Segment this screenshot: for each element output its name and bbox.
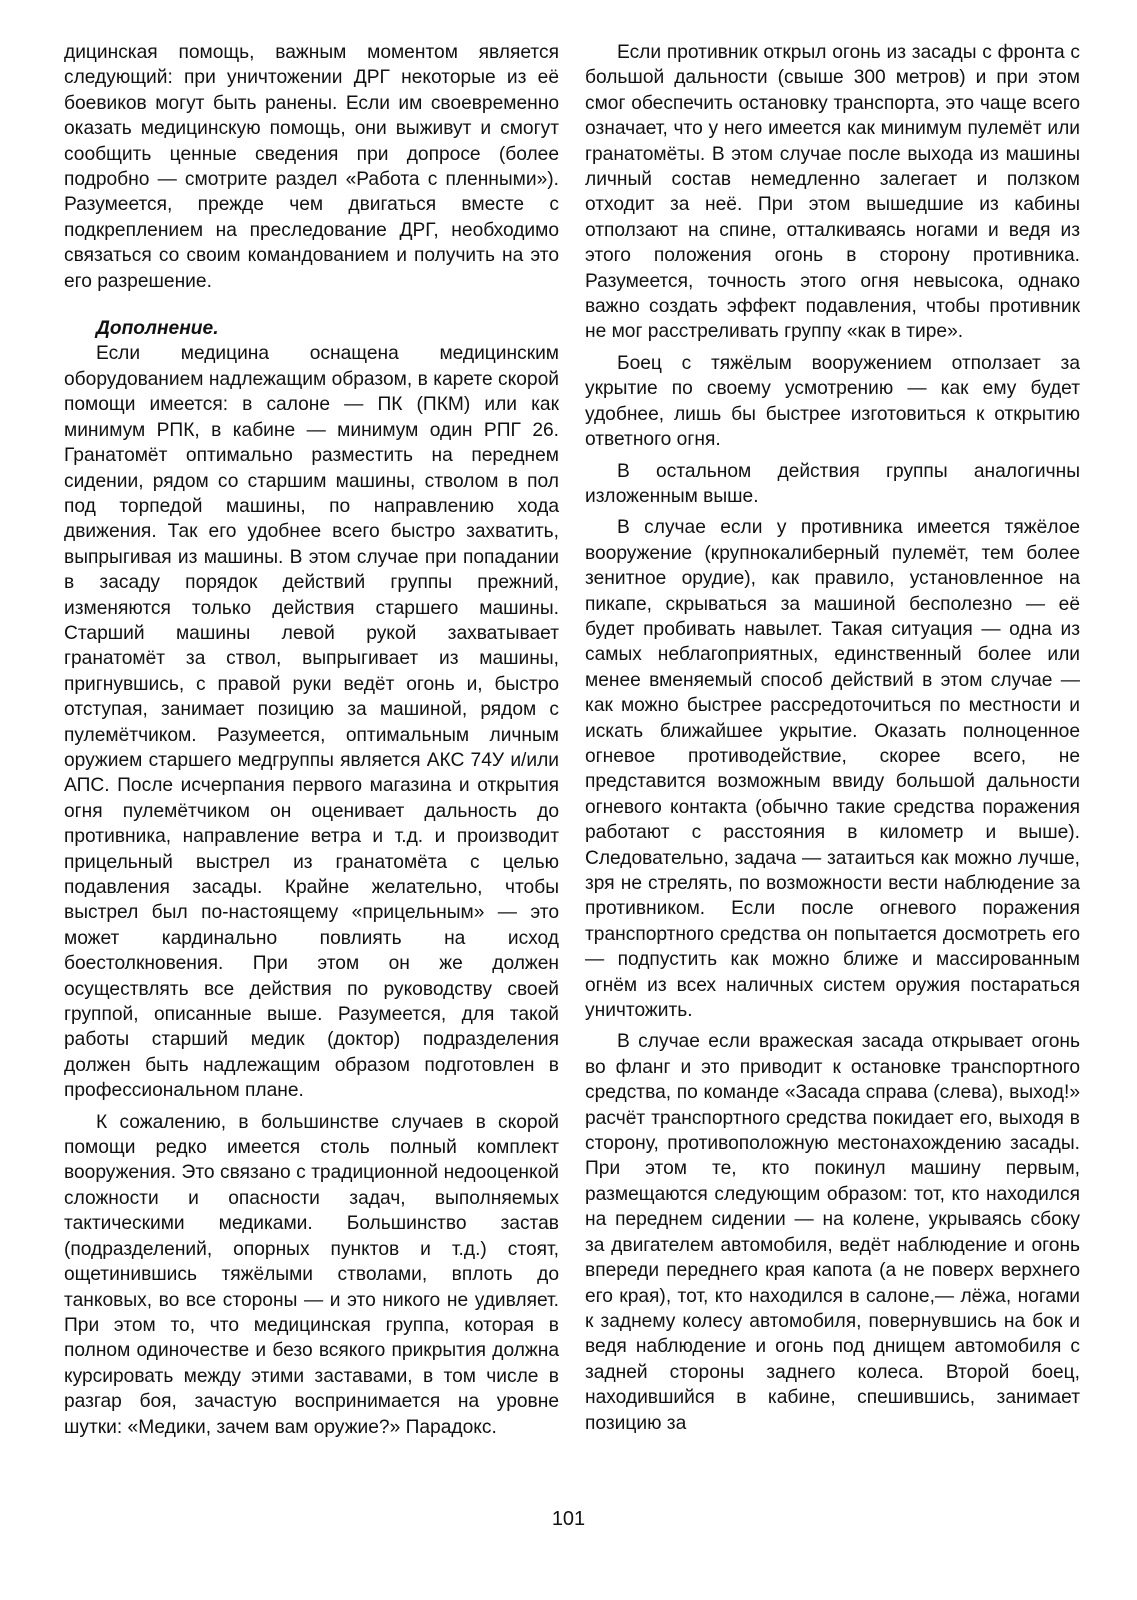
paragraph: дицинская помощь, важным моментом является следующий: при уничтожении ДРГ некоторые из её боевиков могут быть ранены. Если им своевременно оказать медицинскую помощь, они выживут и смогут сообщить ценные сведения при допросе (более подробно — смотрите раздел «Работа с пленными»). Разумеется, прежде чем двигаться вместе с подкреплением на преследование ДРГ, необходимо связаться со своим командованием и получить на это его разрешение. (64, 42, 559, 292)
paragraph: В случае если вражеская засада открывает огонь во фланг и это приводит к остановке транспортного средства, по команде «Засада справа (слева), выход!» расчёт транспортного средства покидает его, выходя в сторону, противоположную местонахождению засады. При этом те, кто покинул машину первым, размещаются следующим образом: тот, кто находился на переднем сидении — на колене, укрываясь сбоку за двигателем автомобиля, ведёт наблюдение и огонь впереди переднего края капота (а не поверх верхнего его края), тот, кто находился в салоне,— лёжа, ногами к заднему колесу автомобиля, повернувшись на бок и ведя наблюдение и огонь под днищем автомобиля с задней стороны заднего колеса. Второй боец, находившийся в кабине, спешившись, занимает позицию за (585, 1031, 1080, 1434)
section-heading: Дополнение. (96, 318, 219, 340)
paragraph: Боец с тяжёлым вооружением отползает за укрытие по своему усмотрению — как ему будет удобнее, лишь бы быстрее изготовиться к открытию ответного огня. (585, 352, 1080, 451)
paragraph: К сожалению, в большинстве случаев в скорой помощи редко имеется столь полный комплект вооружения. Это связано с традиционной недооценкой сложности и опасности задач, выполняемых тактическими медиками. Большинство застав (подразделений, опорных пунктов и т.д.) стоят, ощетинившись тяжёлыми стволами, вплоть до танковых, во все стороны — и это никого не удивляет. При этом то, что медицинская группа, которая в полном одиночестве и безо всякого прикрытия должна курсировать между этими заставами, в том числе в разгар боя, зачастую воспринимается на уровне шутки: «Медики, зачем вам оружие?» Парадокс. (64, 1111, 559, 1438)
left-column (64, 40, 559, 1446)
paragraph: В случае если у противника имеется тяжёлое вооружение (крупнокалиберный пулемёт, тем более зенитное орудие), как правило, установленное на пикапе, скрываться за машиной бесполезно — её будет пробивать навылет. Такая ситуация — одна из самых неблагоприятных, единственный более или менее вменяемый способ действий в этом случае — как можно быстрее рассредоточиться по местности и искать ближайшее укрытие. Оказать полноценное огневое противодействие, скорее всего, не представится возможным ввиду большой дальности огневого контакта (обычно такие средства поражения работают с расстояния в километр и выше). Следовательно, задача — затаиться как можно лучше, зря не стрелять, по возможности вести наблюдение за противником. Если после огневого поражения транспортного средства он попытается досмотреть его — подпустить как можно ближе и массированным огнём из всех наличных систем оружия постараться уничтожить. (585, 517, 1080, 1022)
paragraph: В остальном действия группы аналогичны изложенным выше. (585, 460, 1080, 507)
right-column (585, 40, 1080, 1442)
paragraph: Если медицина оснащена медицинским оборудованием надлежащим образом, в карете скорой помощи имеется: в салоне — ПК (ПКМ) или как минимум РПК, в кабине — минимум один РПГ 26. Гранатомёт оптимально разместить на переднем сидении, рядом со старшим машины, стволом в пол под торпедой машины, по направлению хода движения. Так его удобнее всего быстро захватить, выпрыгивая из машины. В этом случае при попадании в засаду порядок действий группы прежний, изменяются только действия старшего машины. Старший машины левой рукой захватывает гранатомёт за ствол, выпрыгивает из машины, пригнувшись, с правой руки ведёт огонь и, быстро отступая, занимает позицию за машиной, рядом с пулемётчиком. Разумеется, оптимальным личным оружием старшего медгруппы является АКС 74У и/или АПС. После исчерпания первого магазина и открытия огня пулемётчиком он оценивает дальность до противника, направление ветра и т.д. и производит прицельный выстрел из гранатомёта с целью подавления засады. Крайне желательно, чтобы выстрел был по-настоящему «прицельным» — это может кардинально повлиять на исход боестолкновения. При этом он же должен осуществлять все действия по руководству своей группой, описанные выше. Разумеется, для такой работы старший медик (доктор) подразделения должен быть надлежащим образом подготовлен в профессиональном плане. (64, 343, 559, 1102)
paragraph: Если противник открыл огонь из засады с фронта с большой дальности (свыше 300 метров) и при этом смог обеспечить остановку транспорта, это чаще всего означает, что у него имеется как минимум пулемёт или гранатомёты. В этом случае после выхода из машины личный состав немедленно залегает и ползком отходит за неё. При этом вышедшие из кабины отползают на спине, отталкиваясь ногами и ведя из этого положения огонь в сторону противника. Разумеется, точность этого огня невысока, однако важно создать эффект подавления, чтобы противник не мог расстреливать группу «как в тире». (585, 42, 1080, 343)
page-number: 101 (551, 1508, 586, 1530)
